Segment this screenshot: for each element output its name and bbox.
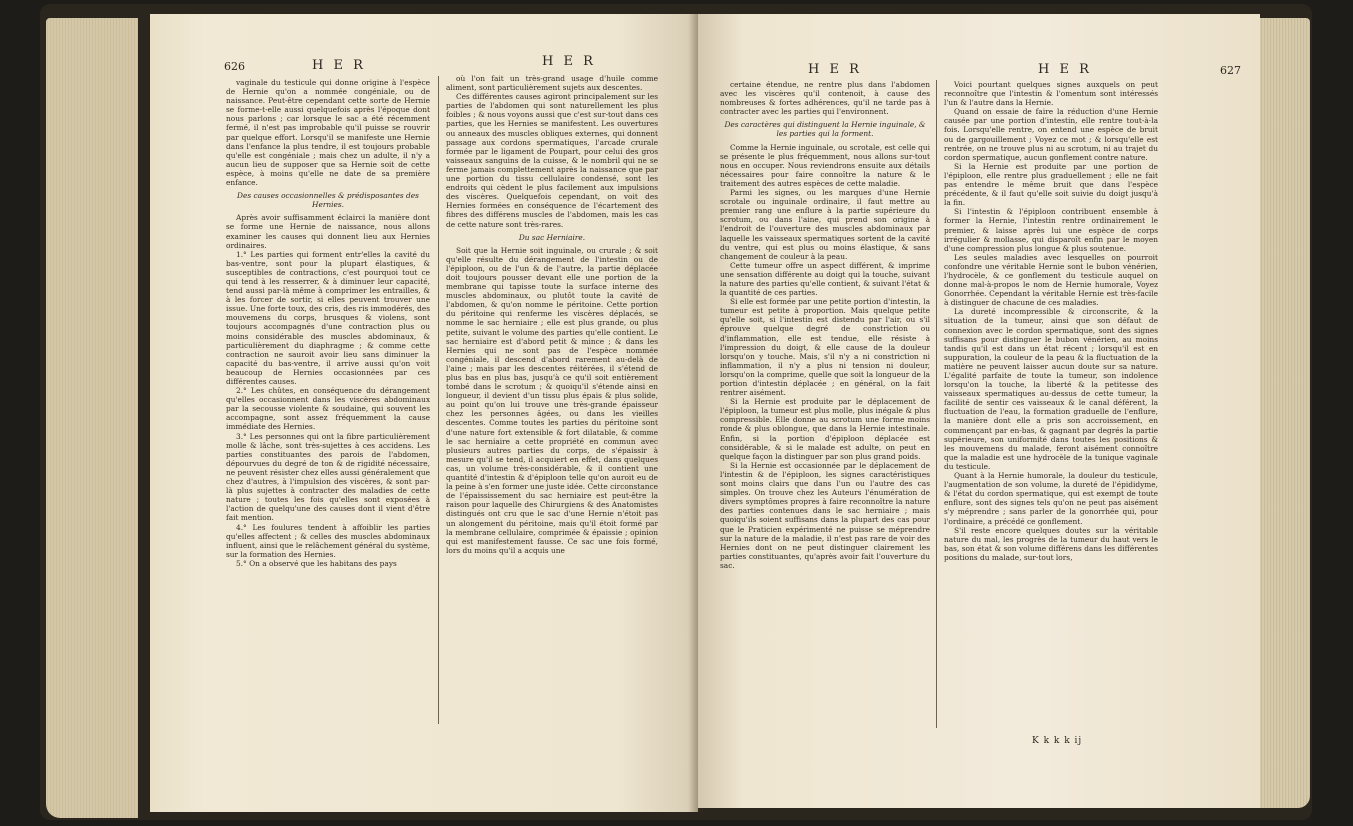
right-page-column-2 — [944, 80, 1158, 730]
paragraph: La dureté incompressible & circonscrite, & la situation de la tumeur, ainsi que son défaut de connexion avec le cordon spermatique, sont des signes suffisans pour distinguer le bubon vénérien, au moins tandis qu'il est dans un état récent ; lorsqu'il est en suppuration, la couleur de la peau & la fluctuation de la matière ne peuvent laisser aucun doute sur sa nature. L'égalité parfaite de toute la tumeur, son indolence lorsqu'on la touche, la liberté & la petitesse des vaisseaux spermatiques au-dessus de cette tumeur, la facilité de sentir ces vaisseaux & le canal déférent, la fluctuation de l'eau, la formation graduelle de l'enflure, la manière dont elle a pris son accroissement, en commençant par en-bas, & gagnant par degrés la partie supérieure, son uniformité dans toutes les positions & les mouvemens du malade, feront aisément connoître que la maladie est une hydrocèle de la tunique vaginale du testicule. — [944, 307, 1158, 471]
left-page-edges — [46, 18, 138, 818]
right-page-edges — [1260, 18, 1310, 808]
paragraph: Quant à la Hernie humorale, la douleur du testicule, l'augmentation de son volume, la dureté de l'épididyme, & l'état du cordon spermatique, qui est exempt de toute enflure, sont des signes tels qu'on ne peut pas aisément s'y méprendre ; sans parler de la gonorrhée qui, pour l'ordinaire, a précédé ce gonflement. — [944, 471, 1158, 526]
paragraph: Parmi les signes, ou les marques d'une Hernie scrotale ou inguinale ordinaire, il faut mettre au premier rang une enflure à la partie supérieure du scrotum, ou dans l'aine, qui prend son origine à l'endroit de l'ouverture des muscles abdominaux par laquelle les vaisseaux spermatiques sortent de la cavité du ventre, qui est plus ou moins élastique, & sans changement de couleur à la peau. — [720, 188, 930, 261]
page-number-right: 627 — [1220, 64, 1241, 77]
paragraph: vaginale du testicule qui donne origine à l'espèce de Hernie qu'on a nommée congéniale, ou de naissance. Peut-être cependant cette sorte de Hernie se forme-t-elle aussi quelquefois après l'époque dont nous parlons ; car lorsque le sac a été récemment fermé, il n'est pas improbable qu'il puisse se rouvrir par quelque effort. Lorsqu'il se manifeste une Hernie dans l'enfance la plus tendre, il est toujours probable qu'elle est congéniale ; mais chez un adulte, il n'y a aucun lieu de supposer que sa Hernie soit de cette espèce, à moins qu'elle ne date de sa première enfance. — [226, 78, 430, 188]
paragraph: 5.° On a observé que les habitans des pays — [236, 558, 397, 568]
section-title: Du sac Herniaire. — [518, 232, 586, 242]
right-page-column-1 — [720, 80, 930, 730]
paragraph: S'il reste encore quelques doutes sur la véritable nature du mal, les progrès de la tumeur du haut vers le bas, son état & son volume différens dans les différentes positions du malade, sur-tout lors, — [944, 525, 1158, 562]
running-head-left-col1: H E R — [312, 58, 366, 73]
paragraph: Après avoir suffisamment éclairci la manière dont se forme une Hernie de naissance, nous allons examiner les causes qui donnent lieu aux Hernies ordinaires. — [226, 213, 430, 250]
left-page — [150, 14, 698, 812]
paragraph: Voici pourtant quelques signes auxquels on peut reconnoître que l'intestin & l'omentum sont intéressés l'un & l'autre dans la Hernie. — [944, 80, 1158, 108]
paragraph: Comme la Hernie inguinale, ou scrotale, est celle qui se présente le plus fréquemment, nous allons sur-tout nous en occuper. Nous reviendrons ensuite aux détails nécessaires pour faire connoître la nature & le traitement des autres espèces de cette maladie. — [720, 142, 930, 188]
paragraph: où l'on fait un très-grand usage d'huile comme aliment, sont particulièrement sujets aux descentes. — [446, 74, 658, 93]
paragraph: 2.° Les chûtes, en conséquence du dérangement qu'elles occasionnent dans les viscères abdominaux par la secousse violente & soudaine, qui souvent les accompagne, sont assez fréquemment la cause immédiate des Hernies. — [226, 386, 430, 432]
paragraph: Les seules maladies avec lesquelles on pourroit confondre une véritable Hernie sont le bubon vénérien, l'hydrocèle, & ce gonflement du testicule auquel on donne mal-à-propos le nom de Hernie humorale, Voyez Gonorrhée. Cependant la véritable Hernie est très-facile à distinguer de chacune de ces maladies. — [944, 252, 1158, 308]
left-page-column-1 — [226, 78, 430, 728]
paragraph: 1.° Les parties qui forment entr'elles la cavité du bas-ventre, sont pour la plupart élastiques, & susceptibles de contractions, c'est pourquoi tout ce qui tend à les resserrer, & à diminuer leur capacité, tend aussi par-là même à comprimer les entrailles, & à les forcer de sortir, si elles peuvent trouver une issue. Une forte toux, des cris, des ris immodérés, des mouvemens du corps, brusques & violens, sont toujours accompagnés d'une contraction plus ou moins considérable des muscles abdominaux, & particulièrement du diaphragme ; & comme cette contraction ne sauroit avoir lieu sans diminuer la capacité du bas-ventre, il arrive aussi qu'on voit beaucoup de Hernies occasionnées par ces différentes causes. — [226, 249, 430, 386]
running-head-left-col2: H E R — [542, 54, 596, 69]
paragraph: Si la Hernie est occasionnée par le déplacement de l'intestin & de l'épiploon, les signes caractéristiques sont moins clairs que dans l'un ou l'autre des cas simples. On trouve chez les Auteurs l'énumération de divers symptômes propres à faire reconnoître la nature des parties contenues dans le sac herniaire ; mais quoiqu'ils soient suffisans dans la plupart des cas pour que le Praticien expérimenté ne puisse se méprendre sur la nature de la maladie, il n'est pas rare de voir des Hernies dont on ne peut distinguer clairement les parties constituantes, qu'après avoir fait l'ouverture du sac. — [720, 460, 930, 570]
left-page-column-2 — [446, 74, 658, 724]
paragraph: Si la Hernie est produite par une portion de l'épiploon, elle rentre plus graduellement ; elle ne fait pas entendre le même bruit que dans l'espèce précédente, & il faut qu'elle soit suivie du doigt jusqu'à la fin. — [944, 161, 1158, 208]
paragraph: Cette tumeur offre un aspect différent, & imprime une sensation différente au doigt qui la touche, suivant la nature des parties qu'elle contient, & suivant l'état & la quantité de ces parties. — [720, 260, 930, 298]
column-rule — [936, 80, 937, 728]
paragraph: Si elle est formée par une petite portion d'intestin, la tumeur est petite à proportion. Mais quelque petite qu'elle soit, si l'intestin est distendu par l'air, ou s'il éprouve quelque degré de constriction ou d'inflammation, elle est tendue, elle résiste à l'impression du doigt, & elle cause de la douleur lorsqu'on y touche. Mais, s'il n'y a ni constriction ni inflammation, il n'y a plus ni tension ni douleur, lorsqu'on la comprime, quelle que soit la longueur de la portion d'intestin déplacée ; en général, on la fait rentrer aisément. — [720, 297, 930, 398]
section-title: Des causes occasionnelles & prédisposantes des Hernies. — [237, 191, 419, 210]
paragraph: Quand on essaie de faire la réduction d'une Hernie causée par une portion d'intestin, elle rentre tout-à-la fois. Lorsqu'elle rentre, on entend une espèce de bruit ou de gargouillement ; Voyez ce mot ; & lorsqu'elle est rentrée, on ne trouve plus ni au scrotum, ni au trajet du cordon spermatique, aucun gonflement contre nature. — [944, 107, 1158, 162]
paragraph: Soit que la Hernie soit inguinale, ou crurale ; & soit qu'elle résulte du dérangement de l'intestin ou de l'épiploon, ou de l'un & de l'autre, la partie déplacée doit toujours pousser devant elle une portion de la membrane qui tapisse toute la surface interne des muscles abdominaux, ou plutôt toute la cavité de l'abdomen, & qu'on nomme le péritoine. Cette portion du péritoine qui renferme les viscères déplacés, se nomme le sac herniaire ; elle est plus grande, ou plus petite, suivant le volume des parties qu'elle contient. Le sac herniaire est d'abord petit & mince ; & dans les Hernies qui ne sont pas de l'espèce nommée congéniale, il descend d'abord rarement au-delà de l'aine ; mais par les descentes réitérées, il s'étend de plus bas en plus bas, jusqu'à ce qu'il soit entièrement tombé dans le scrotum ; & quoiqu'il s'étende ainsi en longueur, il devient d'un tissu plus épais & plus solide, au point qu'on lui trouve une très-grande épaisseur chez les personnes âgées, ou dans les vieilles descentes. Comme toutes les parties du péritoine sont d'une nature fort extensible & fort dilatable, & comme le sac herniaire a cette propriété en commun avec plusieurs autres parties du corps, de s'épaissir à mesure qu'il se tend, il acquiert en effet, dans quelques cas, un volume très-considérable, & il contient une quantité d'intestin & d'épiploon telle qu'on auroit eu de la peine à s'en former une juste idée. Cette circonstance de l'épaississement du sac herniaire est peut-être la raison pour laquelle des Chirurgiens & des Anatomistes distingués ont cru que le sac d'une Hernie n'étoit pas un alongement du péritoine, mais qu'il étoit formé par la membrane cellulaire, comprimée & épaissie ; opinion qui est manifestement fausse. Ce sac une fois formé, lors du moins qu'il a acquis une — [446, 245, 658, 555]
paragraph: certaine étendue, ne rentre plus dans l'abdomen avec les viscères qu'il contenoit, à cause des nombreuses & fortes adhérences, qu'il ne tarde pas à contracter avec les parties qui l'environnent. — [720, 80, 930, 117]
section-title: Des caractères qui distinguent la Hernie inguinale, & les parties qui la forment. — [724, 120, 926, 139]
page-number-left: 626 — [224, 60, 245, 73]
paragraph: Si l'intestin & l'épiploon contribuent ensemble à former la Hernie, l'intestin rentre ordinairement le premier, & laisse après lui une espèce de corps irrégulier & mollasse, qui disparoît enfin par le moyen d'une compression plus longue & plus soutenue. — [944, 207, 1158, 253]
running-head-right-col1: H E R — [808, 62, 862, 77]
paragraph: 3.° Les personnes qui ont la fibre particulièrement molle & lâche, sont très-sujettes à ces accidens. Les parties constituantes des parois de l'abdomen, dépourvues du degré de ton & de rigidité nécessaire, ne peuvent résister chez elles aussi généralement que chez d'autres, à l'impulsion des viscères, & sont par-là plus sujettes à contracter des maladies de cette nature ; toutes les fois qu'elles sont exposées à l'action de quelqu'une des causes dont il vient d'être fait mention. — [226, 431, 430, 523]
signature-mark: K k k k ij — [1032, 736, 1083, 746]
paragraph: Ces différentes causes agiront principalement sur les parties de l'abdomen qui sont naturellement les plus foibles ; & nous voyons aussi que c'est sur-tout dans ces parties, que les Hernies se manifestent. Les ouvertures ou anneaux des muscles obliques externes, qui donnent passage aux cordons spermatiques, l'arcade crurale formée par le ligament de Poupart, pour celui des gros vaisseaux sanguins de la cuisse, & le nombril qui ne se ferme jamais complettement après la naissance que par une portion du tissu cellulaire condensé, sont les endroits qui cèdent le plus facilement aux impulsions des viscères. Quelquefois cependant, on voit des Hernies formées en conséquence de l'écartement des fibres des différens muscles de l'abdomen, mais les cas de cette nature sont très-rares. — [446, 92, 658, 229]
column-rule — [438, 76, 439, 724]
paragraph: Si la Hernie est produite par le déplacement de l'épiploon, la tumeur est plus molle, plus inégale & plus compressible. Elle donne au scrotum une forme moins ronde & plus oblongue, que dans la Hernie intestinale. Enfin, si la portion d'épiploon déplacée est considérable, & si le malade est adulte, on peut en quelque façon la distinguer par son plus grand poids. — [720, 397, 930, 461]
running-head-right-col2: H E R — [1038, 62, 1092, 77]
paragraph: 4.° Les foulures tendent à affoiblir les parties qu'elles affectent ; & celles des muscles abdominaux influent, ainsi que le relâchement général du système, sur la formation des Hernies. — [226, 522, 430, 559]
right-page — [698, 14, 1260, 808]
